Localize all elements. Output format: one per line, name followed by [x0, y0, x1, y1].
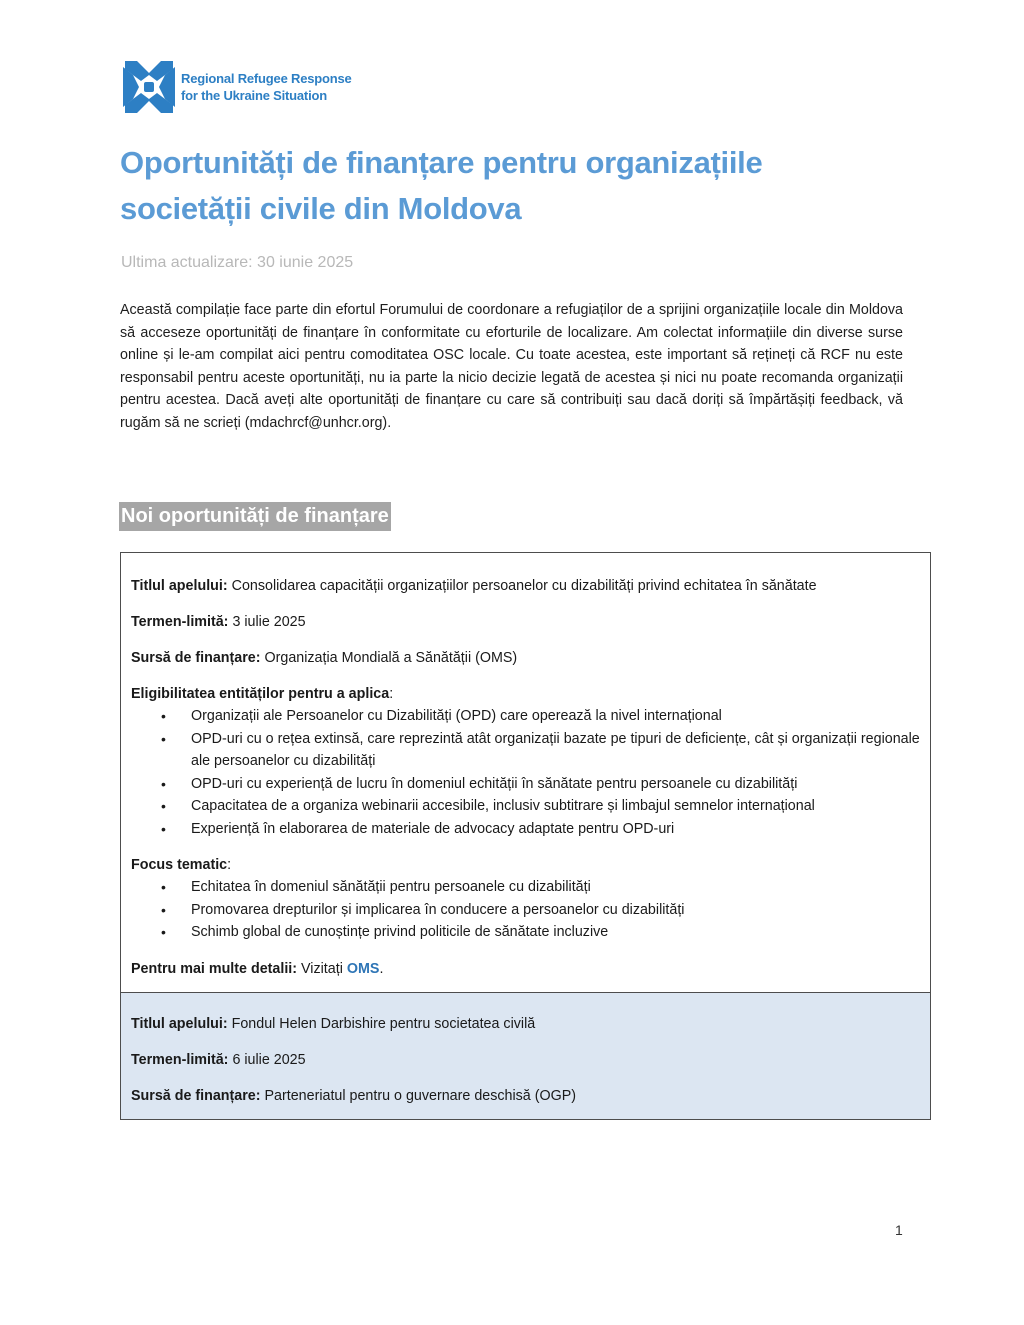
page-number: 1 — [895, 1222, 903, 1238]
opportunity-row — [121, 553, 930, 992]
source-field — [131, 647, 920, 669]
call-title-field — [131, 575, 920, 597]
focus-list — [131, 876, 920, 944]
details-field: Pentru mai multe detalii: Vizitați OMS. — [131, 960, 384, 977]
field-label: Titlul apelului: — [131, 578, 228, 594]
deadline-value: 6 iulie 2025 — [232, 1051, 306, 1068]
opportunity-row — [121, 992, 930, 1119]
field-label: Titlul apelului: — [131, 1015, 228, 1032]
logo — [121, 59, 352, 115]
field-label: Sursă de finanțare: — [131, 1087, 261, 1104]
field-label: Termen-limită: — [131, 614, 229, 630]
field-label: Pentru mai multe detalii: — [131, 960, 298, 977]
list-item: • OPD-uri cu experiență de lucru în domeniul echității în sănătate pentru persoanele cu dizabilități — [191, 773, 920, 796]
last-updated: Ultima actualizare: 30 iunie 2025 — [121, 254, 354, 271]
contact-email[interactable]: (mdachrcf@unhcr.org). — [244, 414, 392, 431]
call-title-value: Fondul Helen Darbishire pentru societatea civilă — [231, 1015, 536, 1032]
list-item: • Promovarea drepturilor și implicarea în conducere a persoanelor cu dizabilități — [191, 899, 920, 922]
logo-line-1: Regional Refugee Response — [181, 71, 352, 86]
intro-text: Această compilație face parte din efortul Forumului de coordonare a refugiaților de a sprijini organizațiile locale din Moldova să acceseze oportunități de finanțare în conformitate cu eforturile de localizare. Am colectat informațiile din diverse surse online și le-am compilat aici pentru comoditatea OSC locale. Cu toate acestea, este important să rețineți că RCF nu este responsabil pentru aceste oportunități, nu ia parte la nicio decizie legată de acestea și nici nu poate recomanda organizații pentru acestea. Dacă aveți alte oportunități de finanțare cu care să contribuiți sau dacă doriți să împărtășiți feedback, vă rugăm să ne scrieți — [120, 302, 903, 431]
list-item: • OPD-uri cu o rețea extinsă, care reprezintă atât organizații bazate pe tipuri de deficiențe, cât și organizații regionale ale persoanelor cu dizabilități — [191, 728, 920, 773]
field-label: Sursă de finanțare: — [131, 650, 261, 666]
page-title: Oportunități de finanțare pentru organizațiile societății civile din Moldova — [120, 145, 763, 226]
source-value: Parteneriatul pentru o guvernare deschisă (OGP) — [264, 1087, 577, 1104]
call-title-field — [131, 1013, 920, 1035]
opportunities-table — [120, 552, 931, 1120]
section-heading: Noi oportunități de finanțare — [119, 502, 391, 531]
rrp-cross-icon — [121, 59, 177, 115]
focus-heading: Focus tematic: — [131, 857, 232, 873]
list-item: • Organizații ale Persoanelor cu Dizabilități (OPD) care operează la nivel internațional — [191, 705, 920, 728]
details-text: Vizitați — [301, 960, 343, 977]
field-label: Termen-limită: — [131, 1051, 229, 1068]
oms-link[interactable]: OMS — [346, 960, 380, 977]
eligibility-heading: Eligibilitatea entităților pentru a aplica: — [131, 686, 394, 702]
list-item: • Echitatea în domeniul sănătății pentru persoanele cu dizabilități — [191, 876, 920, 899]
deadline-field — [131, 1049, 920, 1071]
call-title-value: Consolidarea capacității organizațiilor persoanelor cu dizabilități privind echitatea în sănătate — [231, 578, 817, 594]
intro-paragraph — [120, 299, 903, 435]
eligibility-list — [131, 705, 920, 840]
list-item: • Capacitatea de a organiza webinarii accesibile, inclusiv subtitrare și limbajul semnelor internațional — [191, 795, 920, 818]
source-field — [131, 1085, 920, 1107]
logo-line-2: for the Ukraine Situation — [181, 88, 327, 103]
logo-text — [181, 70, 352, 104]
source-value: Organizația Mondială a Sănătății (OMS) — [264, 650, 518, 666]
deadline-value: 3 iulie 2025 — [232, 614, 306, 630]
deadline-field — [131, 611, 920, 633]
list-item: • Experiență în elaborarea de materiale de advocacy adaptate pentru OPD-uri — [191, 818, 920, 841]
list-item: • Schimb global de cunoștințe privind politicile de sănătate incluzive — [191, 921, 920, 944]
